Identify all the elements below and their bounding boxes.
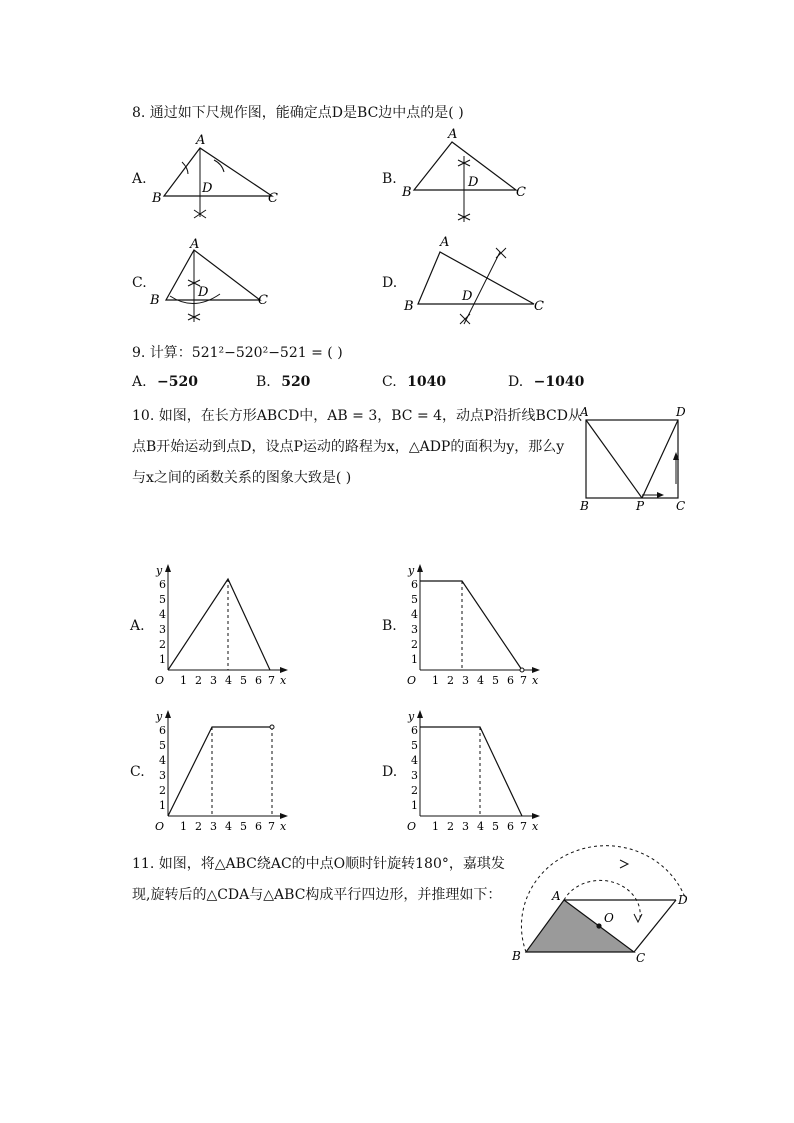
q10a-xtick: 2 [195, 674, 202, 687]
q10d-ytick: 6 [411, 724, 418, 737]
q10d-xtick: 7 [520, 820, 527, 833]
q10a-ytick: 2 [159, 638, 166, 651]
q10-option-c-label: C. [130, 764, 145, 780]
q9-option-a [132, 374, 198, 390]
q10c-xtick: 2 [195, 820, 202, 833]
q10a-origin: O [155, 674, 165, 687]
q9-option-d-value: −1040 [533, 374, 585, 390]
q10b-origin: O [407, 674, 417, 687]
q10c-xtick: 5 [240, 820, 247, 833]
q10c-ytick: 3 [159, 769, 166, 782]
q10c-ytick: 5 [159, 739, 166, 752]
q8d-label-b: B [404, 299, 414, 314]
q8d-label-c: C [534, 299, 544, 314]
q8b-label-d: D [468, 175, 479, 190]
q10a-ytick: 3 [159, 623, 166, 636]
q10a-y-label: y [156, 564, 163, 577]
q10a-xtick: 6 [255, 674, 262, 687]
q10b-xtick: 5 [492, 674, 499, 687]
q10d-ytick: 5 [411, 739, 418, 752]
q9-option-d [508, 374, 584, 390]
q9-option-c-letter: C. [382, 374, 397, 390]
q10-graph-d [404, 708, 544, 838]
q10c-y-label: y [156, 710, 163, 723]
q10b-xtick: 1 [432, 674, 439, 687]
q10b-ytick: 1 [411, 653, 418, 666]
q8a-label-a: A [196, 133, 206, 148]
q10d-xtick: 3 [462, 820, 469, 833]
q10c-ytick: 1 [159, 799, 166, 812]
q10c-xtick: 6 [255, 820, 262, 833]
q9-option-d-letter: D. [508, 374, 524, 390]
q8-option-c-label: C. [132, 275, 147, 291]
q11-fig-label-a: A [552, 889, 561, 903]
q10d-y-label: y [408, 710, 415, 723]
q9-option-c [382, 374, 446, 390]
q10d-ytick: 2 [411, 784, 418, 797]
q10b-ytick: 6 [411, 578, 418, 591]
q10d-ytick: 4 [411, 754, 418, 767]
q10-fig-label-b: B [580, 499, 589, 513]
q10a-ytick: 1 [159, 653, 166, 666]
q11-fig-label-b: B [512, 949, 521, 963]
q10b-x-label: x [532, 674, 539, 687]
q10a-xtick: 1 [180, 674, 187, 687]
q8-figure-c [150, 238, 290, 328]
q8-stem: 8. 通过如下尺规作图，能确定点D是BC边中点的是( ) [132, 105, 464, 121]
q8b-label-a: A [448, 127, 458, 142]
q10a-xtick: 4 [225, 674, 232, 687]
q10c-origin: O [155, 820, 165, 833]
q10b-y-label: y [408, 564, 415, 577]
q10b-xtick: 6 [507, 674, 514, 687]
q8a-label-d: D [202, 181, 213, 196]
q8a-label-b: B [152, 191, 162, 206]
q8c-label-a: A [190, 237, 200, 252]
q10d-xtick: 4 [477, 820, 484, 833]
q10c-x-label: x [280, 820, 287, 833]
q9-option-b [256, 374, 310, 390]
q11-fig-label-c: C [636, 951, 646, 965]
q8b-label-b: B [402, 185, 412, 200]
q10-fig-label-a: A [580, 405, 589, 419]
q10-graph-b [404, 562, 544, 692]
q8d-label-a: A [440, 235, 450, 250]
q10d-xtick: 6 [507, 820, 514, 833]
q10a-xtick: 7 [268, 674, 275, 687]
q9-option-c-value: 1040 [407, 374, 447, 390]
q8-figure-a [150, 132, 290, 227]
q10-option-d-label: D. [382, 764, 398, 780]
q10b-ytick: 4 [411, 608, 418, 621]
q9-option-a-value: −520 [157, 374, 198, 390]
q10c-xtick: 7 [268, 820, 275, 833]
q8a-label-c: C [268, 191, 278, 206]
q10c-xtick: 4 [225, 820, 232, 833]
q10-fig-label-p: P [636, 499, 645, 513]
q10-fig-label-d: D [676, 405, 686, 419]
q11-stem-line-1: 11. 如图，将△ABC绕AC的中点O顺时针旋转180°，嘉琪发 [132, 856, 505, 872]
q10d-x-label: x [532, 820, 539, 833]
q10-stem-line-3: 与x之间的函数关系的图象大致是( ) [132, 470, 352, 486]
q8c-label-b: B [150, 293, 160, 308]
q10d-xtick: 5 [492, 820, 499, 833]
q10c-ytick: 2 [159, 784, 166, 797]
q9-option-b-letter: B. [256, 374, 271, 390]
q10c-ytick: 4 [159, 754, 166, 767]
q10d-origin: O [407, 820, 417, 833]
q8-figure-d [400, 234, 550, 329]
q8-figure-b [400, 126, 540, 231]
q10b-xtick: 2 [447, 674, 454, 687]
q9-option-b-value: 520 [281, 374, 311, 390]
q11-parallelogram-figure [508, 848, 698, 968]
q10a-ytick: 6 [159, 578, 166, 591]
q10b-ytick: 5 [411, 593, 418, 606]
q10b-ytick: 3 [411, 623, 418, 636]
q10-stem-line-1: 10. 如图，在长方形ABCD中，AB = 3，BC = 4，动点P沿折线BCD从 [132, 408, 582, 424]
q11-fig-label-o: O [604, 911, 614, 925]
q11-stem-line-2: 现,旋转后的△CDA与△ABC构成平行四边形，并推理如下： [132, 887, 502, 903]
q8-option-d-label: D. [382, 275, 398, 291]
q8-option-b-label: B. [382, 171, 397, 187]
q10d-xtick: 2 [447, 820, 454, 833]
q10a-ytick: 4 [159, 608, 166, 621]
q10b-xtick: 4 [477, 674, 484, 687]
q10a-ytick: 5 [159, 593, 166, 606]
q8d-label-d: D [462, 289, 473, 304]
q10-option-a-label: A. [130, 618, 145, 634]
q10b-ytick: 2 [411, 638, 418, 651]
q9-option-a-letter: A. [132, 374, 147, 390]
q10d-ytick: 3 [411, 769, 418, 782]
q10a-x-label: x [280, 674, 287, 687]
q10-rectangle-figure [578, 404, 698, 514]
q10-graph-c [152, 708, 292, 838]
q8c-label-d: D [198, 285, 209, 300]
q11-fig-label-d: D [678, 893, 688, 907]
q10-option-b-label: B. [382, 618, 397, 634]
q10a-xtick: 5 [240, 674, 247, 687]
q8c-label-c: C [258, 293, 268, 308]
q10c-xtick: 3 [210, 820, 217, 833]
q10c-ytick: 6 [159, 724, 166, 737]
q10-fig-label-c: C [676, 499, 686, 513]
q10d-xtick: 1 [432, 820, 439, 833]
q10d-ytick: 1 [411, 799, 418, 812]
q8b-label-c: C [516, 185, 526, 200]
q10b-xtick: 3 [462, 674, 469, 687]
q10-stem-line-2: 点B开始运动到点D，设点P运动的路程为x，△ADP的面积为y，那么y [132, 439, 565, 455]
q10b-xtick: 7 [520, 674, 527, 687]
q8-option-a-label: A. [132, 171, 147, 187]
q10-graph-a [152, 562, 292, 692]
q9-stem: 9. 计算：521²−520²−521 = ( ) [132, 345, 343, 361]
q10a-xtick: 3 [210, 674, 217, 687]
q10c-xtick: 1 [180, 820, 187, 833]
